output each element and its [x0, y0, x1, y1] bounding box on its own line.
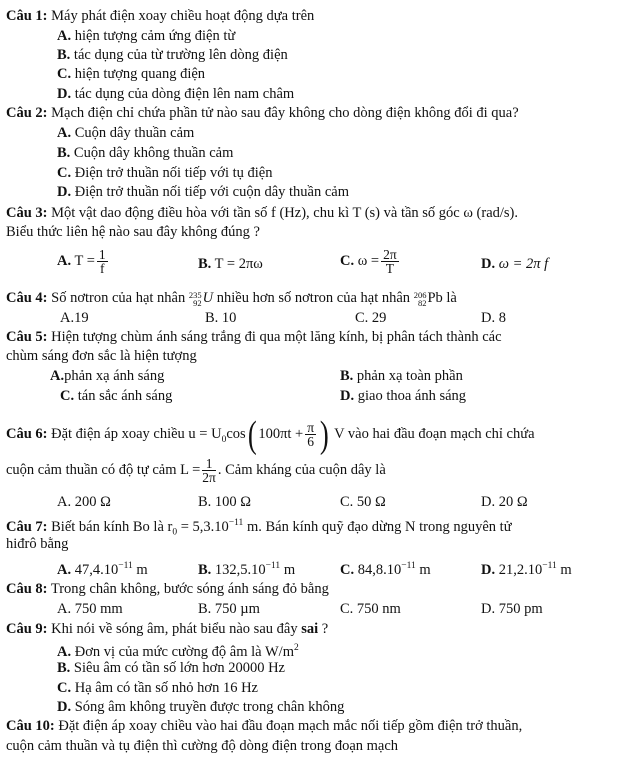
option-text: Cuộn dây không thuần cảm	[70, 145, 234, 161]
question-text: cuộn cảm thuần và tụ điện thì cường độ dòng điện trong đoạn mạch	[6, 738, 399, 754]
option-text: Đơn vị của mức cường độ âm là W/m	[71, 643, 294, 660]
option-text: C. 750 nm	[340, 601, 401, 617]
question-3-cont	[6, 224, 260, 241]
option-b[interactable]	[57, 47, 288, 64]
option-text: ω = 2π f	[498, 256, 549, 272]
option-c[interactable]	[340, 494, 386, 511]
question-8	[6, 581, 329, 598]
formula-cos: cos	[226, 426, 246, 442]
option-d[interactable]	[481, 558, 572, 579]
left-paren-icon: (	[247, 413, 257, 456]
option-value: 84,8.10	[354, 561, 402, 578]
option-c[interactable]	[57, 680, 258, 697]
question-10-cont	[6, 738, 398, 755]
option-letter: A.	[50, 368, 65, 384]
exponent: −11	[265, 561, 281, 571]
exponent: −11	[118, 561, 133, 571]
option-d[interactable]	[481, 601, 543, 618]
question-text: Trong chân không, bước sóng ánh sáng đỏ bằng	[47, 581, 329, 597]
exponent: −11	[228, 518, 244, 528]
option-text: B. 10	[205, 310, 237, 326]
question-7	[6, 515, 512, 542]
option-letter: A.	[57, 643, 72, 660]
unit: m	[280, 561, 296, 578]
denominator: T	[385, 261, 394, 276]
option-text: hiện tượng quang điện	[71, 66, 206, 82]
question-3	[6, 205, 518, 222]
question-text: Biểu thức liên hệ nào sau đây không đúng ?	[6, 224, 260, 240]
unit: m	[415, 561, 431, 578]
exponent: 2	[293, 643, 299, 653]
option-letter: B.	[198, 561, 212, 578]
exponent: −11	[542, 561, 557, 571]
question-text: chùm sáng đơn sắc là hiện tượng	[6, 348, 197, 364]
option-value: 132,5.10	[211, 561, 266, 578]
option-b[interactable]	[198, 494, 251, 511]
option-a[interactable]	[57, 601, 123, 618]
option-c[interactable]	[340, 558, 431, 579]
question-text: Biết bán kính Bo là	[47, 518, 168, 535]
option-text: giao thoa ánh sáng	[354, 388, 467, 404]
option-text: tác dụng của từ trường lên dòng điện	[70, 47, 288, 63]
question-label: Câu 6:	[6, 426, 48, 442]
denominator: f	[100, 261, 105, 276]
option-b[interactable]	[205, 310, 236, 327]
question-label: Câu 7:	[6, 518, 48, 535]
fraction	[381, 248, 399, 275]
option-b[interactable]	[198, 558, 295, 579]
formula-l: L =	[180, 462, 201, 478]
option-text: A. 200 Ω	[57, 494, 111, 510]
question-text: cuộn cảm thuần có độ tự cảm	[6, 462, 181, 478]
option-letter: C.	[57, 165, 72, 181]
formula-argument: 100πt +	[258, 426, 304, 442]
option-text: tác dụng của dòng điện lên nam châm	[71, 86, 295, 102]
question-6-cont	[6, 452, 386, 488]
question-text: V vào hai đầu đoạn mạch chỉ chứa	[330, 426, 535, 442]
option-letter: C.	[340, 561, 355, 578]
unit: m	[556, 561, 572, 578]
nuclide-pb206	[414, 290, 443, 307]
option-c[interactable]	[340, 601, 401, 618]
formula-lhs: T =	[74, 252, 95, 269]
option-d[interactable]	[57, 184, 349, 201]
option-value: 47,4.10	[71, 561, 119, 578]
option-a[interactable]	[50, 368, 164, 385]
atomic-number: 82	[417, 297, 427, 308]
option-text: A.19	[60, 310, 89, 326]
option-c[interactable]	[57, 165, 273, 182]
atomic-number: 92	[193, 297, 202, 308]
option-text: D. 750 pm	[481, 601, 543, 617]
option-text: Hạ âm có tần số nhỏ hơn 16 Hz	[71, 680, 258, 696]
option-letter: D.	[481, 256, 496, 272]
option-c[interactable]	[57, 66, 205, 83]
question-text: nhiều hơn số nơtron của hạt nhân	[213, 290, 414, 306]
formula-u: u = U	[188, 426, 222, 442]
option-text: B. 750 µm	[198, 601, 260, 617]
option-b[interactable]	[57, 660, 285, 677]
option-letter: A.	[57, 252, 72, 269]
option-d[interactable]	[481, 494, 528, 511]
option-d[interactable]	[340, 388, 466, 405]
question-text: Số nơtron của hạt nhân	[47, 290, 189, 306]
numerator: π	[307, 420, 315, 436]
formula-lhs: ω =	[357, 252, 380, 269]
question-label: Câu 9:	[6, 621, 48, 637]
numerator: 2π	[383, 247, 397, 262]
option-d[interactable]	[481, 256, 548, 273]
element-symbol: Pb	[427, 290, 443, 306]
option-text: Siêu âm có tần số lớn hơn 20000 Hz	[70, 660, 285, 676]
option-text: Điện trở thuần nối tiếp với cuộn dây thuần cảm	[71, 184, 349, 200]
right-paren-icon: )	[319, 413, 329, 456]
exponent: −11	[401, 561, 416, 571]
option-d[interactable]	[57, 699, 344, 716]
element-symbol: U	[202, 290, 214, 306]
option-letter: D.	[481, 561, 496, 578]
formula-value: = 5,3.10	[177, 518, 229, 535]
question-text: là	[442, 290, 457, 306]
option-letter: C.	[57, 66, 72, 82]
option-letter: D.	[340, 388, 355, 404]
numerator: 1	[98, 247, 106, 262]
option-letter: D.	[57, 699, 72, 715]
question-label: Câu 8:	[6, 581, 48, 597]
option-a[interactable]	[60, 310, 89, 327]
emphasis-sai: sai	[301, 621, 319, 637]
option-letter: A.	[57, 28, 72, 44]
option-b[interactable]	[198, 601, 260, 618]
fraction	[305, 421, 316, 448]
subscript: 0	[221, 434, 227, 445]
question-text: m. Bán kính quỹ đạo dừng N trong nguyên tử	[243, 518, 512, 535]
option-text: phản xạ ánh sáng	[64, 368, 165, 384]
option-letter: B.	[57, 47, 71, 63]
option-letter: D.	[57, 86, 72, 102]
option-text: hiện tượng cảm ứng điện từ	[71, 28, 236, 44]
option-letter: C.	[60, 388, 75, 404]
formula-r: r	[167, 518, 173, 535]
question-label: Câu 3:	[6, 205, 48, 221]
fraction	[202, 457, 216, 484]
question-label: Câu 4:	[6, 290, 48, 306]
option-letter: C.	[57, 680, 72, 696]
option-value: 21,2.10	[495, 561, 543, 578]
fraction	[97, 248, 108, 275]
option-text: D. 8	[481, 310, 506, 326]
question-text: hiđrô bằng	[6, 536, 69, 552]
question-5	[6, 329, 502, 346]
question-10	[6, 718, 522, 735]
question-text: Đặt điện áp xoay chiều vào hai đầu đoạn mạch mắc nối tiếp gồm điện trở thuần,	[54, 718, 523, 734]
option-a[interactable]	[57, 640, 299, 661]
option-a[interactable]	[57, 558, 148, 579]
question-1	[6, 8, 314, 25]
numerator: 1	[202, 457, 216, 471]
option-letter: B.	[57, 660, 71, 676]
option-letter: A.	[57, 125, 72, 141]
question-7-cont	[6, 536, 68, 553]
question-label: Câu 1:	[6, 8, 48, 24]
option-c[interactable]	[340, 248, 401, 275]
question-text: Máy phát điện xoay chiều hoạt động dựa trên	[47, 8, 315, 24]
option-c[interactable]	[60, 388, 172, 405]
question-2	[6, 105, 519, 122]
subscript: 0	[172, 527, 178, 538]
option-d[interactable]	[481, 310, 506, 327]
question-text: Đặt điện áp xoay chiều	[47, 426, 189, 442]
option-text: T = 2πω	[214, 256, 263, 272]
denominator: 2π	[202, 470, 216, 486]
option-letter: B.	[198, 256, 212, 272]
question-text: ?	[318, 621, 329, 637]
option-text: C. 29	[355, 310, 387, 326]
question-text: Một vật dao động điều hòa với tần số f (Hz), chu kì T (s) và tần số góc ω (rad/s).	[47, 205, 519, 221]
option-b[interactable]	[57, 145, 233, 162]
question-label: Câu 2:	[6, 105, 48, 121]
option-letter: D.	[57, 184, 72, 200]
mass-number: 206	[413, 289, 427, 300]
option-letter: B.	[340, 368, 354, 384]
question-label: Câu 10:	[6, 718, 55, 734]
option-text: Sóng âm không truyền được trong chân không	[71, 699, 345, 715]
question-text: Hiện tượng chùm ánh sáng trắng đi qua một lăng kính, bị phân tách thành các	[47, 329, 502, 345]
question-text: Mạch điện chỉ chứa phần tử nào sau đây không cho dòng điện không đổi đi qua?	[47, 105, 519, 121]
option-text: Cuộn dây thuần cảm	[71, 125, 195, 141]
option-a[interactable]	[57, 125, 194, 142]
question-9	[6, 621, 328, 638]
option-c[interactable]	[355, 310, 386, 327]
option-text: tán sắc ánh sáng	[74, 388, 173, 404]
option-letter: C.	[340, 252, 355, 269]
option-b[interactable]	[198, 256, 263, 273]
option-d[interactable]	[57, 86, 294, 103]
option-a[interactable]	[57, 494, 111, 511]
unit: m	[132, 561, 148, 578]
option-letter: A.	[57, 561, 72, 578]
question-text: . Cảm kháng của cuộn dây là	[217, 462, 386, 478]
option-a[interactable]	[57, 248, 110, 275]
option-a[interactable]	[57, 28, 235, 45]
question-label: Câu 5:	[6, 329, 48, 345]
option-text: A. 750 mm	[57, 601, 123, 617]
option-text: D. 20 Ω	[481, 494, 528, 510]
mass-number: 235	[188, 289, 202, 300]
question-text: Khi nói về sóng âm, phát biểu nào sau đây	[47, 621, 302, 637]
denominator: 6	[307, 434, 315, 450]
option-text: C. 50 Ω	[340, 494, 386, 510]
option-text: Điện trở thuần nối tiếp với tụ điện	[71, 165, 273, 181]
nuclide-u235	[189, 290, 213, 307]
question-5-cont	[6, 348, 197, 365]
question-4	[6, 290, 457, 307]
option-text: phản xạ toàn phần	[353, 368, 463, 384]
option-letter: B.	[57, 145, 71, 161]
option-text: B. 100 Ω	[198, 494, 252, 510]
option-b[interactable]	[340, 368, 463, 385]
